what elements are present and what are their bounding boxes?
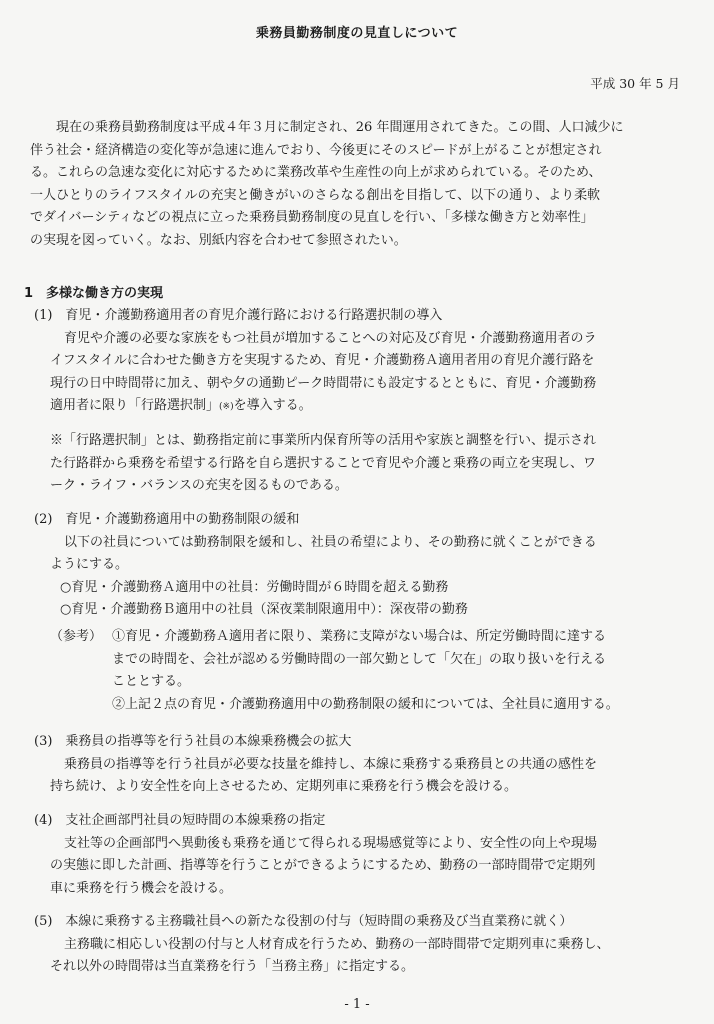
item-1-title: (1) 育児・介護勤務適用者の育児介護行路における行路選択制の導入 (34, 308, 443, 323)
item-2-title: (2) 育児・介護勤務適用中の勤務制限の緩和 (34, 512, 300, 527)
item-2-body-line: 以下の社員については勤務制限を緩和し、社員の希望により、その勤務に就くことができる (64, 534, 597, 550)
intro-line: 伴う社会・経済構造の変化等が急速に進んでおり、今後更にそのスピードが上がることが想定され (30, 142, 602, 158)
reference-line: こととする。 (112, 674, 191, 689)
item-5-title: (5) 本線に乗務する主務職社員への新たな役割の付与（短時間の乗務及び当直業務に就く） (34, 914, 573, 929)
item-5 (34, 911, 684, 979)
reference-line: ②上記２点の育児・介護勤務適用中の勤務制限の緩和については、全社員に適用する。 (112, 696, 619, 712)
item-2-bullet: ○育児・介護勤務Ｂ適用中の社員（深夜業制限適用中）：深夜帯の勤務 (60, 602, 468, 617)
item-3-body-line: 乗務員の指導等を行う社員が必要な技量を維持し、本線に乗務する乗務員との共通の感性を (64, 756, 598, 772)
note-mark: (※) (219, 402, 234, 412)
item-3-body-line: 持ち続け、より安全性を向上させるため、定期列車に乗務を行う機会を設ける。 (50, 779, 517, 794)
note-line: ※「行路選択制」とは、勤務指定前に事業所内保育所等の活用や家族と調整を行い、提示され (50, 433, 597, 448)
intro-line: る。これらの急速な変化に対応するために業務改革や生産性の向上が求められている。そのため、 (30, 165, 602, 180)
item-1-note (50, 430, 690, 498)
item-2 (34, 509, 684, 622)
reference-line: ①育児・介護勤務Ａ適用者に限り、業務に支障がない場合は、所定労働時間に達する (112, 629, 607, 644)
item-4-body-line: 支社等の企画部門へ異動後も乗務を通じて得られる現場感覚等により、安全性の向上や現場 (64, 835, 598, 851)
reference-line: までの時間を、会社が認める労働時間の一部欠勤として「欠在」の取り扱いを行える (112, 651, 607, 667)
item-4-title: (4) 支社企画部門社員の短時間の本線乗務の指定 (34, 813, 326, 828)
document-date: 平成 30 年 5 月 (590, 76, 680, 91)
intro-line: でダイバーシティなどの視点に立った乗務員勤務制度の見直しを行い、「多様な働き方と効率性」 (30, 210, 594, 225)
intro-paragraph (30, 117, 690, 252)
intro-line: 現在の乗務員勤務制度は平成４年３月に制定され、26 年間運用されてきた。この間、人口減少に (56, 120, 624, 135)
item-4-body-line: 車に乗務を行う機会を設ける。 (50, 880, 233, 896)
item-3-title: (3) 乗務員の指導等を行う社員の本線乗務機会の拡大 (34, 734, 352, 749)
item-2-body-line: ようにする。 (50, 557, 129, 572)
note-line: た行路群から乗務を希望する行路を自ら選択することで育児や介護と乗務の両立を実現し、ワ (50, 455, 597, 471)
item-1-body-line: 適用者に限り「行路選択制」(※)を導入する。 (50, 398, 312, 413)
page-number: - 1 - (344, 997, 370, 1012)
item-2-bullet: ○育児・介護勤務Ａ適用中の社員：労働時間が６時間を超える勤務 (60, 579, 449, 595)
document-title: 乗務員勤務制度の見直しについて (255, 26, 459, 41)
item-5-body-line: それ以外の時間帯は当直業務を行う「当務主務」に指定する。 (50, 959, 415, 974)
item-1-body-line: 現行の日中時間帯に加え、朝や夕の通勤ピーク時間帯にも設定するとともに、育児・介護勤務 (50, 375, 597, 391)
item-1-body-line: イフスタイルに合わせた働き方を実現するため、育児・介護勤務Ａ適用者用の育児介護行路を (50, 353, 595, 368)
item-5-body-line: 主務職に相応しい役割の付与と人材育成を行うため、勤務の一部時間帯で定期列車に乗務し、 (64, 936, 610, 952)
item-2-reference (50, 626, 690, 716)
item-1-body-line: 育児や介護の必要な家族をもつ社員が増加することへの対応及び育児・介護勤務適用者のラ (64, 330, 597, 346)
note-line: ーク・ライフ・バランスの充実を図るものである。 (50, 478, 348, 493)
item-4-body-line: の実態に即した計画、指導等を行うことができるようにするため、勤務の一部時間帯で定期列 (50, 858, 596, 873)
intro-line: の実現を図っていく。なお、別紙内容を合わせて参照されたい。 (30, 232, 407, 248)
intro-line: 一人ひとりのライフスタイルの充実と働きがいのさらなる創出を目指して、以下の通り、より柔軟 (30, 187, 601, 203)
item-1 (34, 305, 684, 419)
section-heading: 1 多様な働き方の実現 (24, 286, 164, 301)
reference-label: （参考） (50, 629, 103, 644)
item-4 (34, 810, 684, 900)
item-3 (34, 731, 684, 799)
